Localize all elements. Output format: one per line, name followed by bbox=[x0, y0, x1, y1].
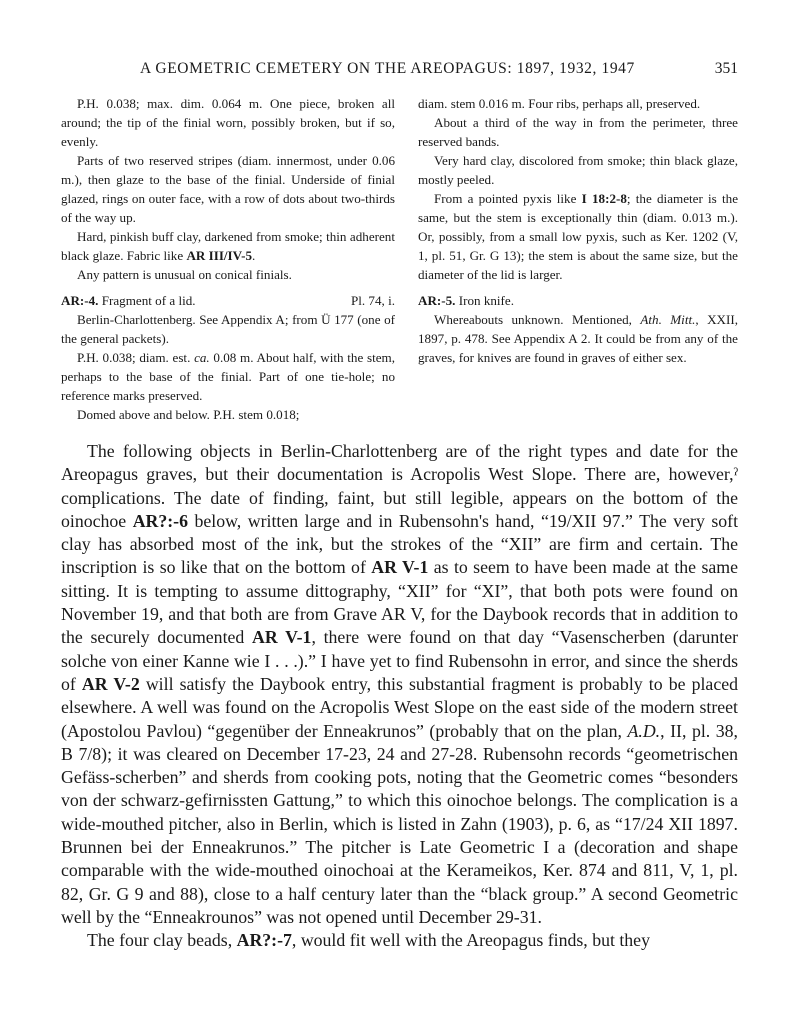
catalog-ref: AR III/IV-5 bbox=[186, 248, 253, 263]
catalog-entry-heading bbox=[61, 291, 395, 310]
text: , would fit well with the Areopagus finds, but they bbox=[291, 930, 650, 951]
paragraph bbox=[61, 227, 395, 265]
catalog-ref: AR V-1 bbox=[371, 557, 429, 578]
catalog-ref: AR?:-7 bbox=[236, 930, 292, 951]
paragraph bbox=[418, 310, 738, 367]
catalog-ref: AR V-1 bbox=[252, 627, 312, 648]
text: 0.08 m. About half, with the stem, perhaps to the base of the finial. Part of one tie-hole; no reference marks preserved. bbox=[61, 350, 395, 403]
main-text bbox=[61, 440, 738, 953]
text: , II, pl. 38, B 7/8); it was cleared on December 17-23, 24 and 27-28. Rubensohn records “geometrischen Gefäss-scherben” and sherds from cooking pots, noting that the Geometric comes “besonders von der schwarz-gefirnissten Gattung,” to which this oinochoe belongs. The complication is a wide-mouthed pitcher, also in Berlin, which is listed in Zahn (1903), p. 6, as “17/24 XII 1897. Brunnen bei der Enneakrunos.” The pitcher is Late Geometric I a (decoration and shape comparable with the wide-mouthed oinochoai at the Kerameikos, Ker. 874 and 811, V, 1, pl. 82, Gr. G 9 and 88), close to a half century later than the “black group.” A second Geometric well by the “Enneakrounos” was not opened until December 29-31. bbox=[61, 720, 738, 927]
text: Hard, pinkish buff clay, darkened from smoke; thin adherent black glaze. Fabric like bbox=[61, 229, 395, 263]
paragraph: Parts of two reserved stripes (diam. innermost, under 0.06 m.), then glaze to the base of the finial. Underside of finial glazed, rings on outer face, with a row of dots about two-thirds of the way up. bbox=[61, 153, 395, 225]
journal-title: Ath. Mitt. bbox=[640, 312, 696, 327]
paragraph bbox=[61, 440, 738, 929]
catalog-title: Iron knife. bbox=[455, 293, 514, 308]
page-header bbox=[80, 60, 738, 82]
text: , there were found on that day “Vasenscherben (darunter solche von einer Kanne wie I . . .).” I have yet to find Rubensohn in error, and since the sherds of bbox=[61, 627, 739, 694]
text: The following objects in Berlin-Charlottenberg are of the right types and date for the Areopagus graves, but their documentation is Acropolis West Slope. There are, however, bbox=[61, 441, 738, 485]
paragraph bbox=[418, 189, 738, 284]
catalog-entry-heading bbox=[418, 291, 738, 310]
running-title: A GEOMETRIC CEMETERY ON THE AREOPAGUS: 1897, 1932, 1947 bbox=[140, 60, 635, 77]
text: Whereabouts unknown. Mentioned, bbox=[434, 312, 641, 327]
paragraph bbox=[61, 348, 395, 405]
text: From a pointed pyxis like bbox=[434, 191, 582, 206]
right-column bbox=[418, 94, 738, 367]
paragraph: diam. stem 0.016 m. Four ribs, perhaps all, preserved. bbox=[418, 96, 701, 111]
catalog-ref: I 18:2-8 bbox=[581, 191, 627, 206]
paragraph: Berlin-Charlottenberg. See Appendix A; from Ü 177 (one of the general packets). bbox=[61, 312, 395, 346]
page-number: 351 bbox=[714, 60, 738, 77]
text: . bbox=[252, 248, 256, 263]
text: P.H. 0.038; diam. est. bbox=[77, 350, 195, 365]
text: ; the diameter is the same, but the stem is exceptionally thin (diam. 0.013 m.). Or, possibly, from a small low pyxis, such as Ker. 1202 (V, 1, pl. 51, Gr. G 13); the stem is about the same size, but the diameter of the lid is larger. bbox=[418, 191, 739, 282]
paragraph: P.H. 0.038; max. dim. 0.064 m. One piece, broken all around; the tip of the finial worn, possibly broken, but if so, evenly. bbox=[61, 96, 395, 149]
text: as to seem to have been made at the same sitting. It is tempting to assume dittography, “XII” for “XI”, that both pots were found on November 19, and that both are from Grave AR V, for the Daybook records that in addition to the securely documented bbox=[61, 557, 738, 648]
paragraph: Domed above and below. P.H. stem 0.018; bbox=[77, 407, 300, 422]
paragraph: Any pattern is unusual on conical finials. bbox=[77, 267, 292, 282]
text: will satisfy the Daybook entry, this substantial fragment is probably to be placed elsewhere. A well was found on the Acropolis West Slope on the east side of the modern street (Apostolou Pavlou) “gegenüber der Enneakrunos” (probably that on the plan, bbox=[61, 673, 738, 741]
text: , XXII, 1897, p. 478. See Appendix A 2. It could be from any of the graves, for knives are found in graves of either sex. bbox=[418, 312, 738, 365]
plate-ref: Pl. 74, i. bbox=[350, 293, 395, 308]
catalog-id: AR:-5. bbox=[418, 293, 456, 308]
catalog-id: AR:-4. bbox=[61, 293, 99, 308]
catalog-ref: AR V-2 bbox=[81, 673, 140, 694]
text: The four clay beads, bbox=[87, 930, 237, 951]
journal-title: A.D. bbox=[627, 720, 661, 741]
paragraph: Very hard clay, discolored from smoke; thin black glaze, mostly peeled. bbox=[418, 153, 738, 187]
left-column bbox=[61, 94, 395, 424]
paragraph: About a third of the way in from the perimeter, three reserved bands. bbox=[418, 115, 738, 149]
text-italic: ca. bbox=[194, 350, 210, 365]
text: below, written large and in Rubensohn's hand, “19/XII 97.” The very soft clay has absorbed most of the ink, but the strokes of the “XII” are firm and certain. The inscription is so like that on the bottom of bbox=[61, 510, 739, 578]
text: complications. The date of finding, faint, but still legible, appears on the bottom of the oinochoe bbox=[61, 487, 738, 531]
catalog-title: Fragment of a lid. bbox=[98, 293, 196, 308]
catalog-ref: AR?:-6 bbox=[132, 510, 188, 531]
margin-mark: ˀ bbox=[733, 464, 738, 485]
paragraph bbox=[61, 929, 738, 952]
